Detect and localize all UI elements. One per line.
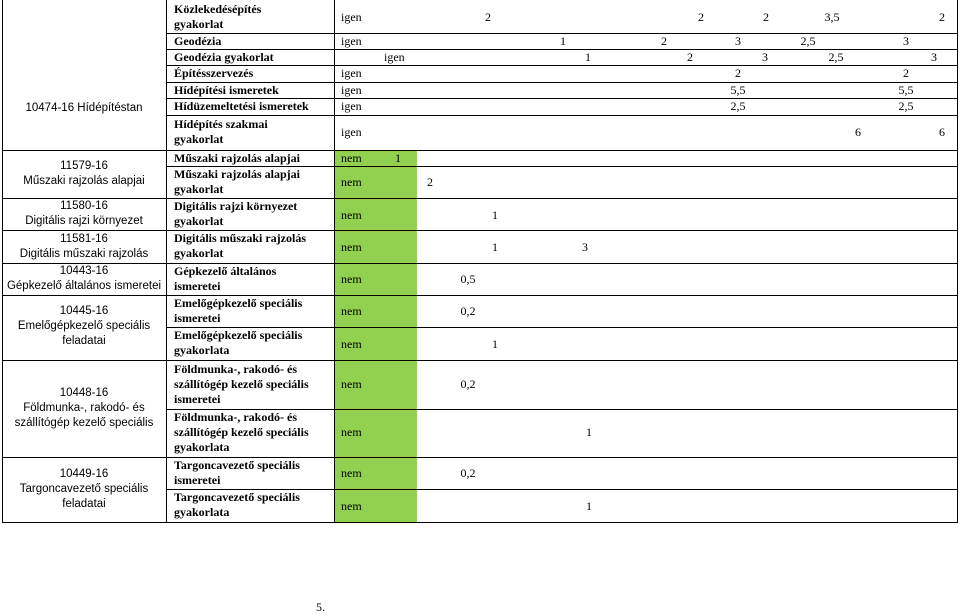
hours-value: 3,5	[824, 10, 840, 24]
module-name: Földmunka-, rakodó- és szállítógép kezelő speciális	[14, 402, 154, 429]
grid-line	[334, 0, 335, 523]
required-flag: igen	[341, 83, 362, 97]
module-name: Gépkezelő általános ismeretei	[6, 280, 162, 292]
page-number: 5.	[316, 600, 325, 614]
hours-value: 2	[763, 10, 769, 24]
subject-name: Hídüzemeltetési ismeretek	[174, 99, 309, 113]
required-flag: igen	[341, 66, 362, 80]
hours-value: 0,2	[460, 466, 476, 480]
hours-value: 3	[582, 240, 588, 254]
required-flag: nem	[341, 425, 362, 439]
hours-value: 2	[485, 10, 491, 24]
subject-name: Geodézia	[174, 34, 222, 48]
hours-value: 2	[735, 66, 741, 80]
subject-name: Közlekedésépítés gyakorlat	[174, 2, 262, 31]
module-cell	[3, 386, 165, 431]
required-flag: igen	[341, 125, 362, 139]
required-flag: nem	[341, 499, 362, 513]
hours-value: 6	[855, 125, 861, 139]
required-flag: nem	[341, 208, 362, 222]
module-cell	[3, 232, 165, 262]
required-flag: nem	[341, 337, 362, 351]
required-flag: nem	[341, 240, 362, 254]
grid-line	[2, 295, 958, 296]
hours-value: 2,5	[730, 99, 746, 113]
hours-value: 2,5	[800, 34, 816, 48]
hours-value: 2	[687, 50, 693, 64]
subject-name: Földmunka-, rakodó- és szállítógép kezelő speciális ismeretei	[174, 362, 309, 406]
hours-value: 1	[560, 34, 566, 48]
subject-name: Gépkezelő általános ismeretei	[174, 264, 277, 293]
module-name: Emelőgépkezelő speciális feladatai	[17, 320, 151, 347]
required-flag: igen	[341, 99, 362, 113]
hours-value: 3	[931, 50, 937, 64]
subject-name: Hídépítési ismeretek	[174, 83, 279, 97]
hours-value: 1	[585, 50, 591, 64]
module-code: 10449-16	[59, 468, 109, 480]
module-cell	[3, 264, 165, 294]
hours-value: 1	[492, 240, 498, 254]
required-flag: igen	[384, 50, 405, 64]
module-name: Targoncavezető speciális feladatai	[19, 483, 149, 510]
hours-value: 0,2	[460, 304, 476, 318]
grid-line	[166, 82, 958, 83]
required-flag: igen	[341, 34, 362, 48]
required-flag: nem	[341, 466, 362, 480]
grid-line	[2, 522, 958, 523]
module-cell	[3, 159, 165, 189]
module-code: 11581-16	[60, 233, 108, 245]
hours-value: 2,5	[898, 99, 914, 113]
hours-value: 1	[492, 337, 498, 351]
subject-name: Műszaki rajzolás alapjai	[174, 151, 300, 165]
hours-value: 1	[492, 208, 498, 222]
module-cell	[3, 199, 165, 229]
subject-name: Emelőgépkezelő speciális gyakorlata	[174, 328, 303, 357]
module-cell	[3, 304, 165, 349]
module-code: 11580-16	[60, 200, 108, 212]
hours-value: 1	[395, 151, 401, 165]
subject-name: Digitális műszaki rajzolás gyakorlat	[174, 231, 306, 260]
hours-value: 1	[586, 499, 592, 513]
subject-name: Emelőgépkezelő speciális ismeretei	[174, 296, 303, 325]
hours-value: 2	[661, 34, 667, 48]
subject-name: Hídépítés szakmai gyakorlat	[174, 117, 268, 146]
grid-line	[2, 360, 958, 361]
subject-name: Targoncavezető speciális gyakorlata	[174, 490, 300, 519]
module-name: Digitális rajzi környezet	[25, 215, 143, 227]
subject-name: Földmunka-, rakodó- és szállítógép kezelő speciális gyakorlata	[174, 410, 309, 454]
required-flag: nem	[341, 304, 362, 318]
module-name: Műszaki rajzolás alapjai	[23, 175, 145, 187]
grid-line	[2, 457, 958, 458]
subject-name: Építésszervezés	[174, 66, 254, 80]
subject-name: Targoncavezető speciális ismeretei	[174, 458, 300, 487]
subject-name: Digitális rajzi környezet gyakorlat	[174, 199, 298, 228]
grid-line	[2, 150, 958, 151]
subject-name: Geodézia gyakorlat	[174, 50, 274, 64]
subject-name: Műszaki rajzolás alapjai gyakorlat	[174, 167, 300, 196]
hours-value: 3	[903, 34, 909, 48]
grid-line	[166, 115, 958, 116]
hours-value: 0,5	[460, 272, 476, 286]
module-code: 10448-16	[59, 387, 109, 399]
hours-value: 0,2	[460, 377, 476, 391]
hours-value: 2,5	[828, 50, 844, 64]
hours-value: 6	[939, 125, 945, 139]
hours-value: 2	[903, 66, 909, 80]
required-flag: nem	[341, 151, 362, 165]
required-flag: nem	[341, 175, 362, 189]
grid-line	[2, 230, 958, 231]
hours-value: 3	[735, 34, 741, 48]
hours-value: 2	[698, 10, 704, 24]
module-code: 10443-16	[59, 265, 109, 277]
grid-line	[166, 65, 958, 66]
hours-value: 5,5	[730, 83, 746, 97]
hours-value: 3	[762, 50, 768, 64]
module-name: Digitális műszaki rajzolás	[19, 248, 149, 260]
hours-value: 1	[586, 425, 592, 439]
hours-value: 2	[427, 175, 433, 189]
module-label: 10474-16 Hídépítéstan	[25, 102, 143, 114]
module-code: 10445-16	[59, 305, 109, 317]
module-code: 11579-16	[60, 160, 108, 172]
required-flag: nem	[341, 377, 362, 391]
module-cell	[3, 101, 165, 116]
grid-line	[166, 0, 167, 523]
grid-line	[957, 0, 958, 523]
hours-value: 2	[939, 10, 945, 24]
required-flag: nem	[341, 272, 362, 286]
hours-value: 5,5	[898, 83, 914, 97]
module-cell	[3, 467, 165, 512]
required-flag: igen	[341, 10, 362, 24]
